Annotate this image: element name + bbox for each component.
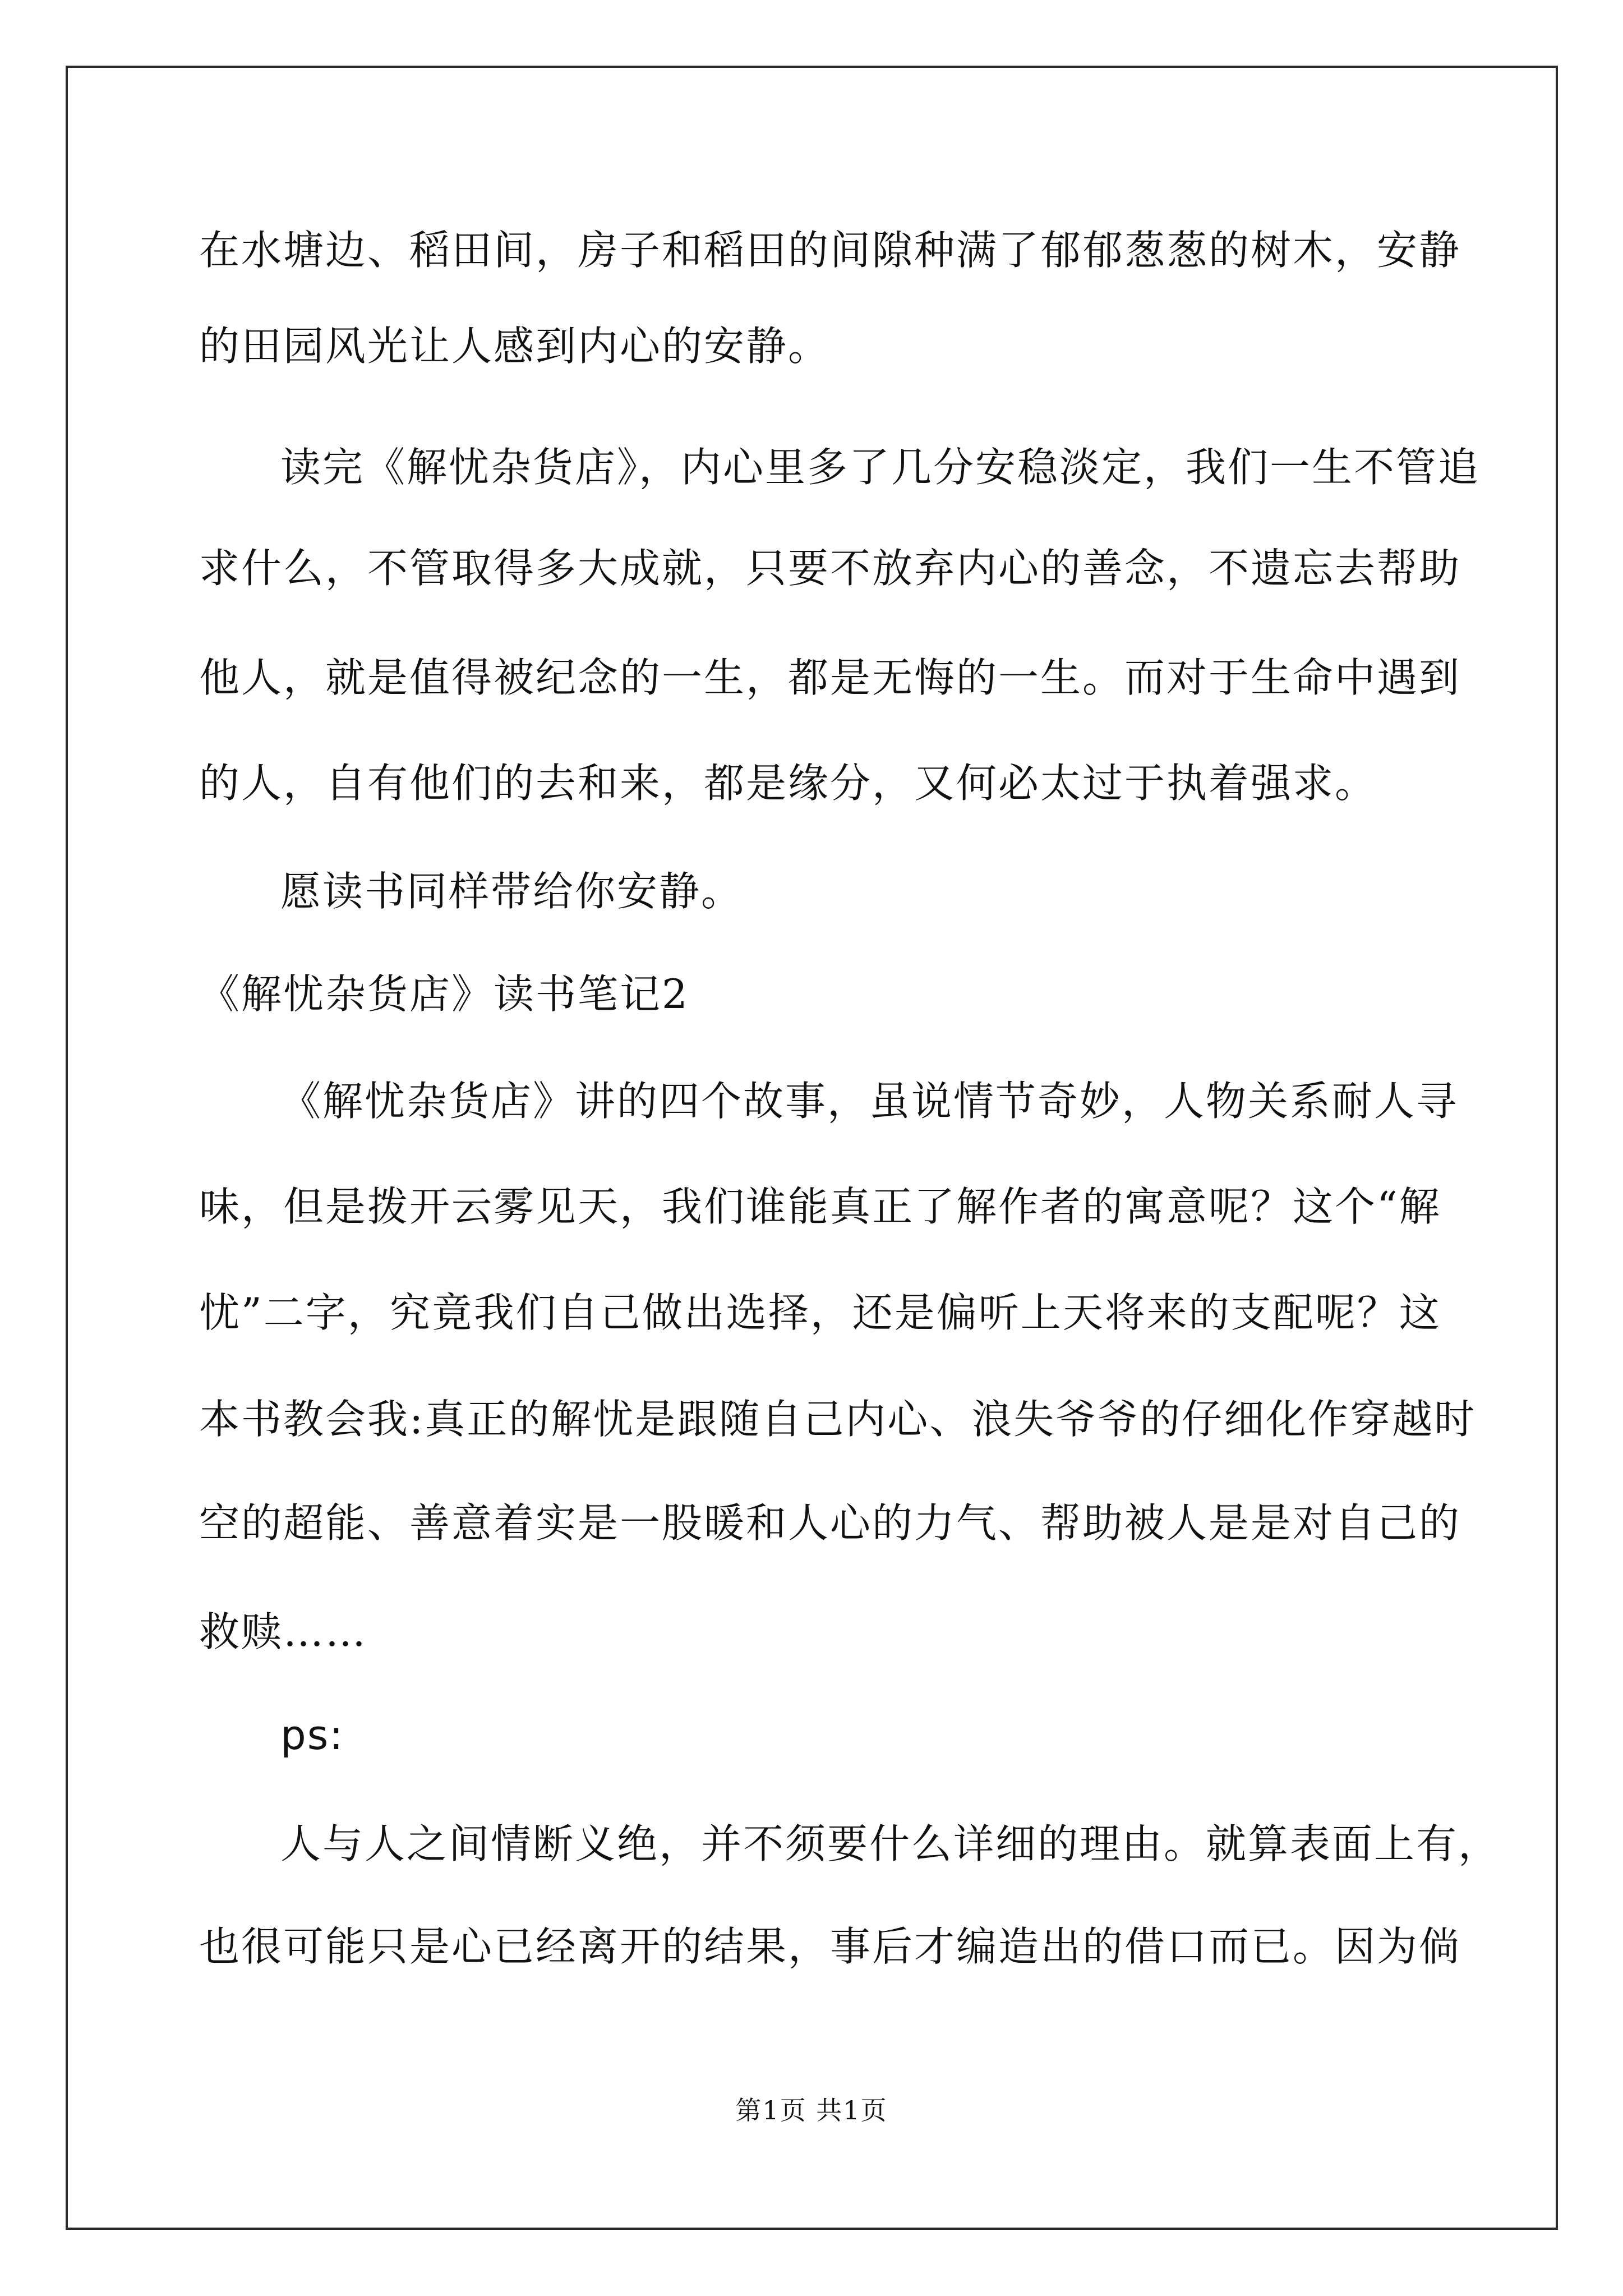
body-line-16: 人与人之间情断义绝，并不须要什么详细的理由。就算表面上有， — [280, 1820, 1501, 1867]
body-line-10: 味，但是拨开云雾见天，我们谁能真正了解作者的寓意呢？这个“解 — [199, 1183, 1441, 1230]
body-line-14: 救赎…… — [199, 1608, 368, 1655]
body-line-13: 空的超能、善意着实是一股暖和人心的力气、帮助被人是是对自己的 — [199, 1499, 1461, 1547]
body-line-11: 忧”二字，究竟我们自己做出选择，还是偏听上天将来的支配呢？这 — [199, 1289, 1441, 1336]
page-footer: 第1页 共1页 — [735, 2095, 888, 2125]
body-line-12: 本书教会我:真正的解忧是跟随自己内心、浪失爷爷的仔细化作穿越时 — [199, 1396, 1477, 1443]
body-line-3: 读完《解忧杂货店》，内心里多了几分安稳淡定，我们一生不管追 — [280, 444, 1481, 491]
body-line-17: 也很可能只是心已经离开的结果，事后才编造出的借口而已。因为倘 — [199, 1923, 1461, 1970]
ps-label: ps: — [280, 1711, 344, 1759]
body-line-5: 他人，就是值得被纪念的一生，都是无悔的一生。而对于生命中遇到 — [199, 654, 1461, 701]
body-line-1: 在水塘边、稻田间，房子和稻田的间隙种满了郁郁葱葱的树木，安静 — [199, 227, 1461, 274]
body-line-4: 求什么，不管取得多大成就，只要不放弃内心的善念，不遗忘去帮助 — [199, 545, 1461, 592]
body-line-9: 《解忧杂货店》讲的四个故事，虽说情节奇妙，人物关系耐人寻 — [280, 1078, 1459, 1125]
section-heading: 《解忧杂货店》读书笔记2 — [199, 970, 689, 1018]
body-line-7: 愿读书同样带给你安静。 — [280, 868, 744, 915]
body-line-2: 的田园风光让人感到内心的安静。 — [199, 323, 831, 370]
page-border — [66, 66, 1558, 2230]
body-line-6: 的人，自有他们的去和来，都是缘分，又何必太过于执着强求。 — [199, 760, 1377, 807]
